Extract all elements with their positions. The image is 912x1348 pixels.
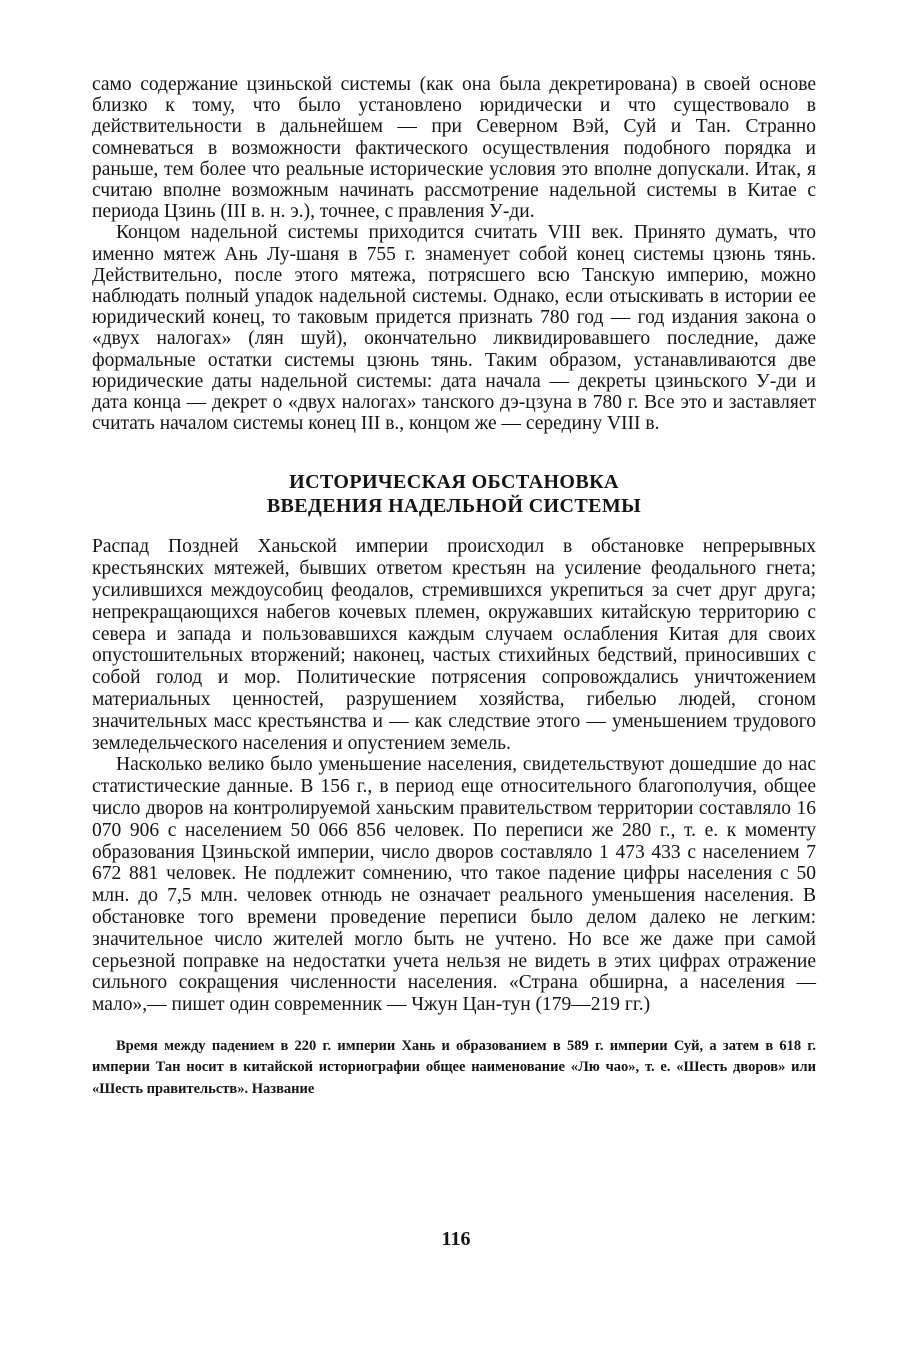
intro-paragraph-2: Концом надельной системы приходится считать VIII век. Принято думать, что именно мятеж Ань Лу-шаня в 755 г. знаменует собой конец системы цзюнь тянь. Действительно, после этого мятежа, потрясшего всю Танскую империю, можно наблюдать полный упадок надельной системы. Однако, если отыскивать в истории ее юридический конец, то таковым придется признать 780 год — год издания закона о «двух налогах» (лян шуй), окончательно ликвидировавшего последние, даже формальные остатки системы цзюнь тянь. Таким образом, устанавливаются две юридические даты надельной системы: дата начала — декреты цзиньского У-ди и дата конца — декрет о «двух налогах» танского дэ-цзуна в 780 г. Все это и заставляет считать началом системы конец III в., концом же — середину VIII в. (92, 222, 816, 435)
section-paragraph-2: Насколько велико было уменьшение населения, свидетельствуют дошедшие до нас статистические данные. В 156 г., в период еще относительного благополучия, общее число дворов на контролируемой ханьским правительством территории составляло 16 070 906 с населением 50 066 856 человек. По переписи же 280 г., т. е. к моменту образования Цзиньской империи, число дворов составляло 1 473 433 с населением 7 672 881 человек. Не подлежит сомнению, что такое падение цифры населения с 50 млн. до 7,5 млн. человек отнюдь не означает реального уменьшения населения. В обстановке того времени проведение переписи было делом далеко не легким: значительное число жителей могло быть не учтено. Но все же даже при самой серьезной поправке на недостатки учета нельзя не видеть в этих цифрах отражение сильного сокращения численности населения. «Страна обширна, а населения — мало»,— пишет один современник — Чжун Цан-тун (179—219 гг.) (92, 754, 816, 1016)
section-heading (92, 470, 816, 518)
intro-text (92, 74, 816, 434)
page-number: 116 (441, 1228, 471, 1250)
footnote: Время между падением в 220 г. империи Хань и образованием в 589 г. империи Суй, а затем в 618 г. империи Тан носит в китайской историографии общее наименование «Лю чао», т. е. «Шесть дворов» или «Шесть правительств». Название (92, 1037, 816, 1097)
section-paragraph-1: Распад Поздней Ханьской империи происходил в обстановке непрерывных крестьянских мятежей, бывших ответом крестьян на усиление феодального гнета; усилившихся междоусобиц феодалов, стремившихся укрепиться за счет друг друга; непрекращающихся набегов кочевых племен, окружавших китайскую территорию с севера и запада и пользовавшихся каждым случаем ослабления Китая для своих опустошительных вторжений; наконец, частых стихийных бедствий, приносивших с собой голод и мор. Политические потрясения сопровождались уничтожением материальных ценностей, разрушением хозяйства, гибелью людей, сгоном значительных масс крестьянства и — как следствие этого — уменьшением трудового земледельческого населения и опустением земель. (92, 536, 816, 754)
section-heading-line-1: ИСТОРИЧЕСКАЯ ОБСТАНОВКА (289, 471, 619, 494)
section-heading-line-2: ВВЕДЕНИЯ НАДЕЛЬНОЙ СИСТЕМЫ (266, 495, 642, 518)
intro-paragraph-1: само содержание цзиньской системы (как она была декретирована) в своей основе близко к тому, что было установлено юридически и что существовало в действительности в дальнейшем — при Северном Вэй, Суй и Тан. Странно сомневаться в возможности фактического осуществления подобного порядка и раньше, тем более что реальные исторические условия это вполне допускали. Итак, я считаю вполне возможным начинать рассмотрение надельной системы в Китае с периода Цзинь (III в. н. э.), точнее, с правления У-ди. (92, 74, 816, 223)
section-body (92, 536, 816, 1016)
